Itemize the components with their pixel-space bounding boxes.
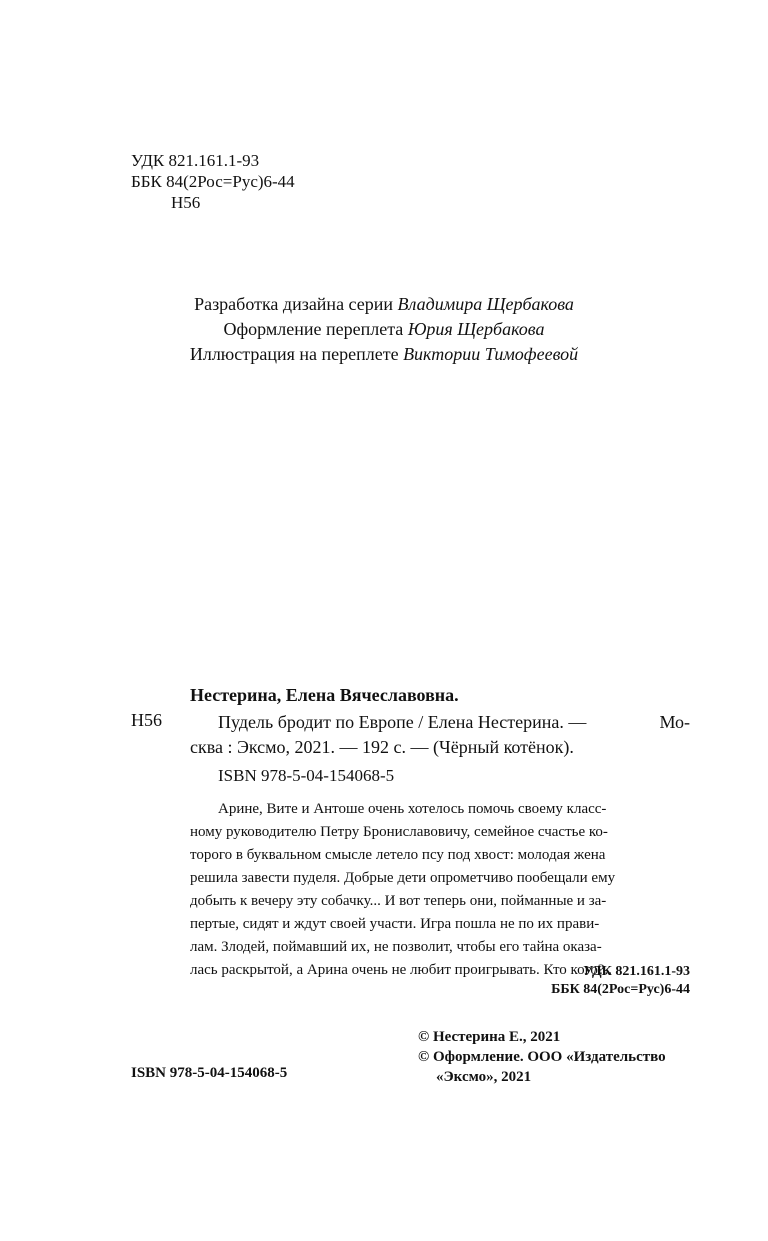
title-line: Пудель бродит по Европе / Елена Нестерина. — Мо- xyxy=(218,712,690,732)
record-isbn: ISBN 978-5-04-154068-5 xyxy=(218,766,395,785)
bbk-code: ББК 84(2Рос=Рус)6-44 xyxy=(551,982,690,997)
annotation-line: пертые, сидят и ждут своей участи. Игра пошла не по их прави- xyxy=(190,916,600,932)
copyright-line: © Оформление. ООО «Издательство xyxy=(418,1049,666,1065)
annotation-line: лась раскрытой, а Арина очень не любит проигрывать. Кто кого?.. xyxy=(190,962,613,978)
annotation-line: лам. Злодей, поймавший их, не позволит, чтобы его тайна оказа- xyxy=(190,939,602,955)
catalog-bottom xyxy=(551,963,690,999)
bbk-code: ББК 84(2Рос=Рус)6-44 xyxy=(131,172,295,191)
record-code: Н56 xyxy=(131,710,162,730)
author-mark: Н56 xyxy=(171,193,201,212)
record-author: Нестерина, Елена Вячеславовна. xyxy=(190,685,459,705)
credit-line: Иллюстрация на переплете Виктории Тимофеевой xyxy=(189,344,579,364)
credit-line: Оформление переплета Юрия Щербакова xyxy=(223,319,545,339)
udk-code: УДК 821.161.1-93 xyxy=(131,151,260,170)
catalog-top xyxy=(131,150,295,213)
annotation xyxy=(190,798,690,982)
annotation-line: добыть к вечеру эту собачку... И вот теперь они, пойманные и за- xyxy=(190,893,607,909)
copyright xyxy=(418,1027,666,1087)
isbn-bottom: ISBN 978-5-04-154068-5 xyxy=(131,1065,288,1081)
annotation-line: решила завести пуделя. Добрые дети опрометчиво пообещали ему xyxy=(190,870,616,886)
copyright-line: © Нестерина Е., 2021 xyxy=(418,1029,561,1045)
annotation-line: Арине, Вите и Антоше очень хотелось помочь своему класс- xyxy=(218,801,607,817)
copyright-line: «Эксмо», 2021 xyxy=(436,1069,532,1085)
udk-code: УДК 821.161.1-93 xyxy=(583,964,690,979)
record-title xyxy=(190,710,690,760)
title-line: сква : Эксмо, 2021. — 192 с. — (Чёрный котёнок). xyxy=(190,737,574,757)
credit-line: Разработка дизайна серии Владимира Щербакова xyxy=(194,294,574,314)
credits xyxy=(0,292,768,367)
annotation-line: ному руководителю Петру Брониславовичу, семейное счастье ко- xyxy=(190,824,608,840)
annotation-line: торого в буквальном смысле летело псу под хвост: молодая жена xyxy=(190,847,606,863)
